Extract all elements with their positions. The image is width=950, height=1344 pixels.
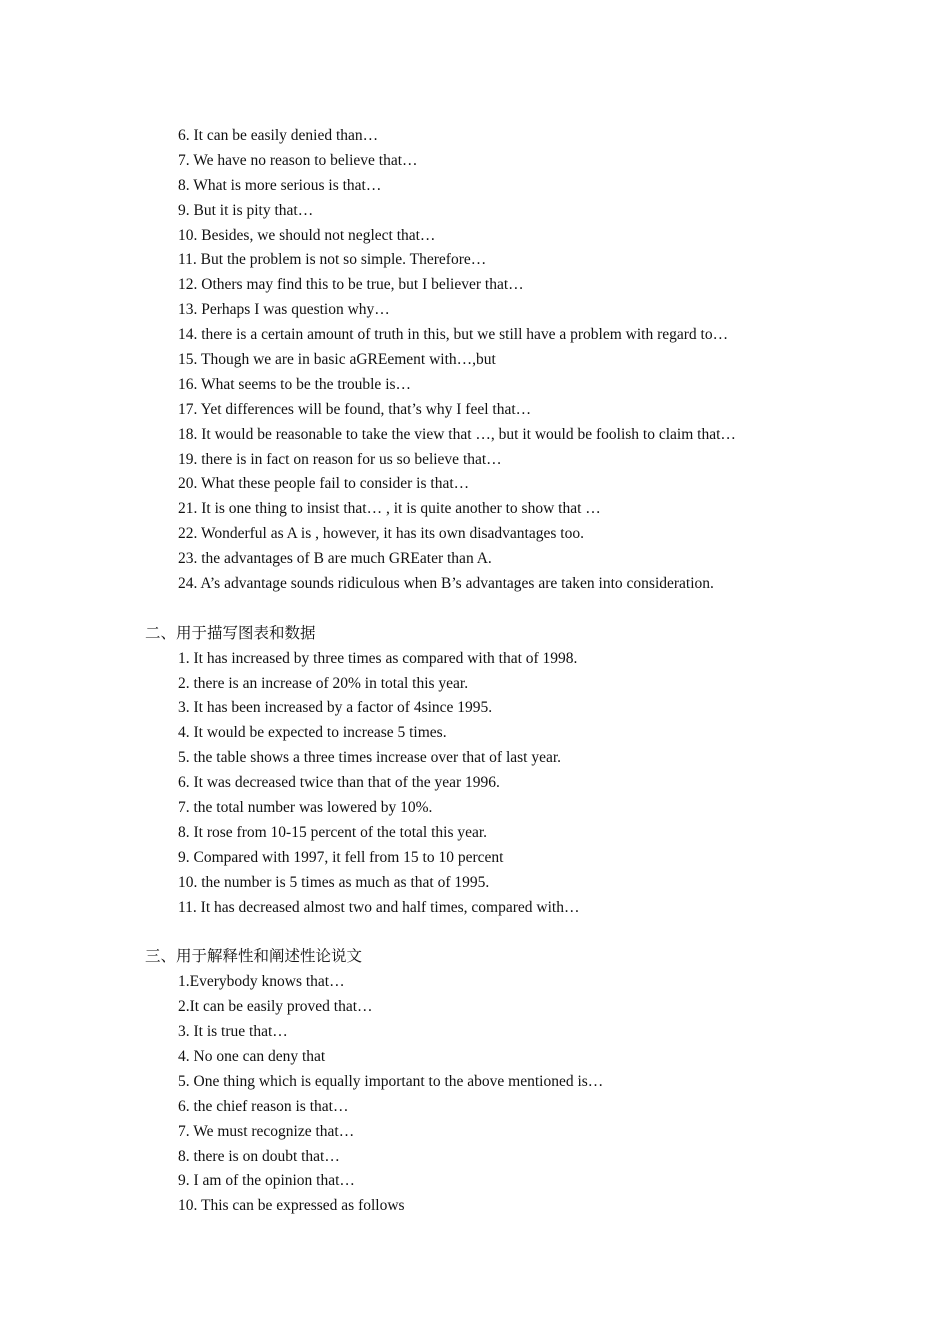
list-item: 7. the total number was lowered by 10%. — [178, 799, 433, 817]
list-item: 8. It rose from 10-15 percent of the total this year. — [178, 823, 488, 841]
list-item: 21. It is one thing to insist that… , it is quite another to show that … — [178, 500, 601, 518]
list-item: 10. Besides, we should not neglect that… — [178, 226, 436, 244]
list-item: 24. A’s advantage sounds ridiculous when B’s advantages are taken into consideration. — [178, 575, 714, 593]
section-heading: 三、用于解释性和阐述性论说文 — [145, 948, 363, 966]
list-item: 11. But the problem is not so simple. Therefore… — [178, 251, 487, 269]
list-item: 13. Perhaps I was question why… — [178, 301, 390, 319]
section-heading: 二、用于描写图表和数据 — [145, 624, 316, 642]
list-item: 23. the advantages of B are much GREater than A. — [178, 550, 492, 568]
section-3 — [0, 945, 950, 1219]
list-item: 18. It would be reasonable to take the view that …, but it would be foolish to claim that… — [178, 425, 736, 443]
list-item: 6. It was decreased twice than that of the year 1996. — [178, 774, 500, 792]
list-item: 8. What is more serious is that… — [178, 176, 382, 194]
list-item: 3. It has been increased by a factor of 4since 1995. — [178, 699, 493, 717]
list-item: 10. the number is 5 times as much as that of 1995. — [178, 873, 490, 891]
list-item: 6. It can be easily denied than… — [178, 127, 379, 144]
list-item: 17. Yet differences will be found, that’s why I feel that… — [178, 400, 532, 418]
list-item: 19. there is in fact on reason for us so believe that… — [178, 450, 502, 468]
list-item: 4. No one can deny that — [178, 1047, 326, 1065]
spacer — [0, 597, 950, 622]
list-item: 10. This can be expressed as follows — [178, 1197, 405, 1215]
list-item: 8. there is on doubt that… — [178, 1147, 340, 1165]
list-item: 9. But it is pity that… — [178, 201, 314, 219]
list-item: 2. there is an increase of 20% in total this year. — [178, 674, 469, 692]
section-1-list — [0, 124, 950, 597]
list-item: 6. the chief reason is that… — [178, 1097, 349, 1115]
list-item: 4. It would be expected to increase 5 times. — [178, 724, 447, 742]
list-item: 12. Others may find this to be true, but I believer that… — [178, 276, 524, 294]
list-item: 5. the table shows a three times increase over that of last year. — [178, 749, 562, 767]
list-item: 3. It is true that… — [178, 1023, 288, 1041]
list-item: 1.Everybody knows that… — [178, 973, 345, 991]
list-item: 16. What seems to be the trouble is… — [178, 375, 412, 393]
list-item: 9. Compared with 1997, it fell from 15 to 10 percent — [178, 848, 504, 866]
list-item: 22. Wonderful as A is , however, it has its own disadvantages too. — [178, 525, 584, 543]
list-item: 11. It has decreased almost two and half times, compared with… — [178, 898, 580, 916]
section-2 — [0, 622, 950, 921]
list-item: 5. One thing which is equally important to the above mentioned is… — [178, 1072, 604, 1090]
spacer — [0, 921, 950, 946]
list-item: 14. there is a certain amount of truth in this, but we still have a problem with regard to… — [178, 326, 729, 344]
list-item: 7. We must recognize that… — [178, 1122, 355, 1140]
list-item: 9. I am of the opinion that… — [178, 1172, 355, 1190]
list-item: 20. What these people fail to consider is that… — [178, 475, 470, 493]
list-item: 15. Though we are in basic aGREement with…,but — [178, 351, 496, 369]
document-page — [0, 124, 950, 1219]
list-item: 7. We have no reason to believe that… — [178, 151, 418, 169]
list-item: 2.It can be easily proved that… — [178, 998, 373, 1016]
list-item: 1. It has increased by three times as compared with that of 1998. — [178, 649, 578, 667]
